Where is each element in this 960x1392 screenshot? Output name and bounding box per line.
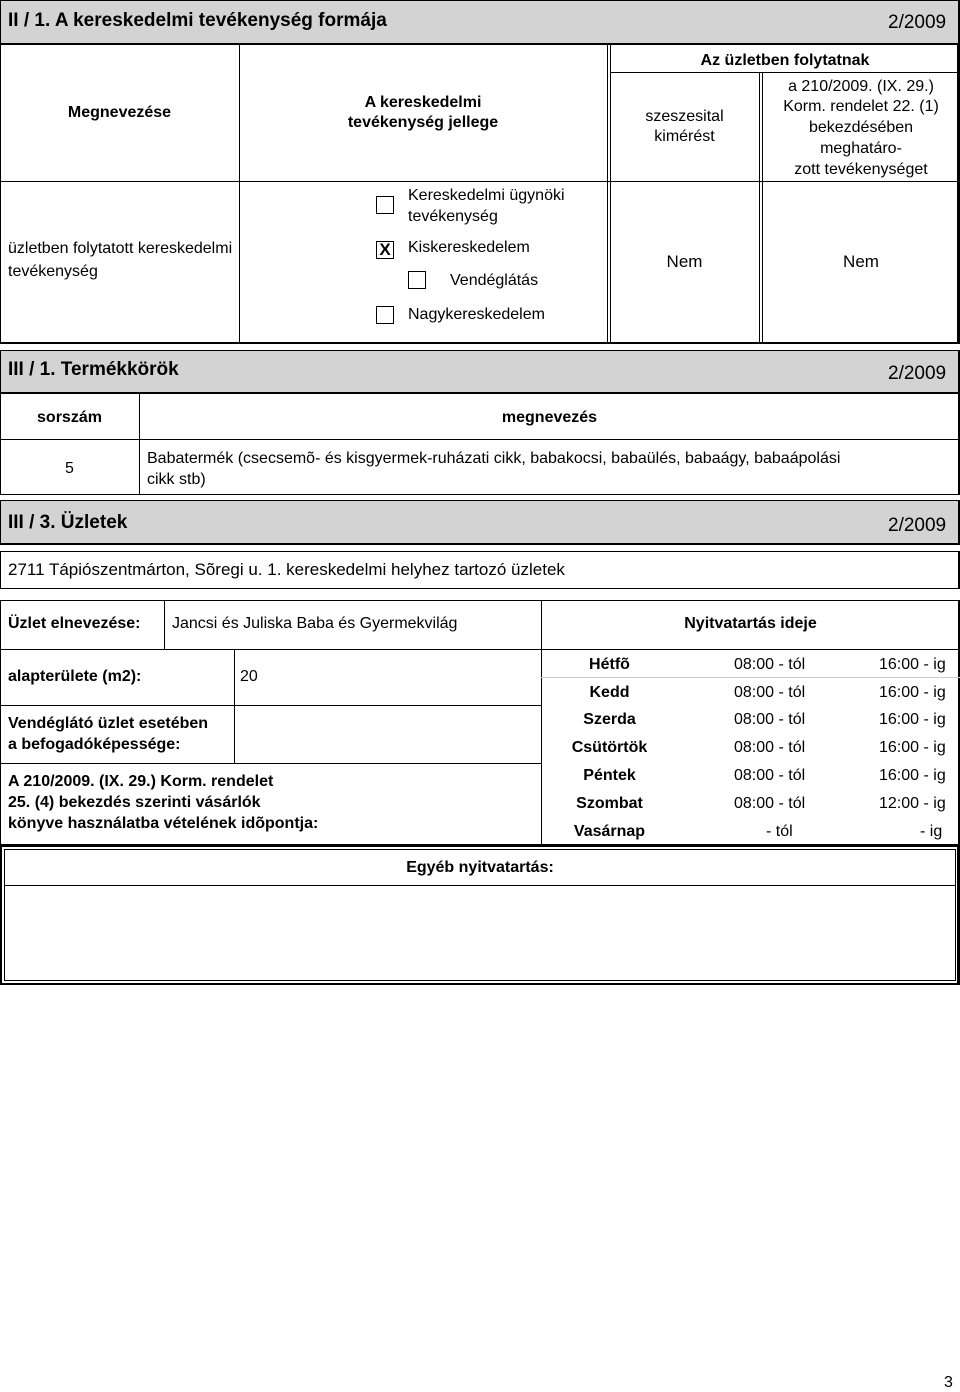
option-label-wholesale: Nagykereskedelem	[408, 306, 545, 323]
shop-name-label: Üzlet elnevezése:	[8, 615, 141, 632]
section-title-activity-form: II / 1. A kereskedelmi tevékenység formája	[8, 10, 387, 31]
hours-day: Péntek	[583, 767, 636, 784]
hours-day: Vasárnap	[573, 823, 646, 840]
area-label: alapterülete (m2):	[8, 668, 142, 685]
hours-day: Szombat	[576, 795, 643, 812]
col-header-name: Megnevezése	[67, 104, 172, 121]
option-label-agent-activity-2: tevékenység	[408, 208, 498, 225]
hours-to: 16:00 - ig	[879, 684, 946, 701]
hours-day: Szerda	[583, 711, 636, 728]
checkbox-retail[interactable]: X	[376, 241, 394, 259]
hours-to: - ig	[920, 823, 943, 840]
register-label-1: A 210/2009. (IX. 29.) Korm. rendelet	[8, 773, 274, 790]
shop-address-line: 2711 Tápiószentmárton, Sõregi u. 1. kereskedelmi helyhez tartozó üzletek	[8, 560, 565, 579]
hours-from: 08:00 - tól	[734, 684, 806, 701]
hours-from: 08:00 - tól	[734, 767, 806, 784]
regulated-value: Nem	[843, 252, 879, 271]
col-header-store: Az üzletben folytatnak	[700, 52, 870, 69]
col-header-regulated-1: a 210/2009. (IX. 29.)	[788, 78, 934, 95]
product-row-number: 5	[65, 460, 74, 477]
row-name-1: üzletben folytatott kereskedelmi	[8, 240, 233, 257]
section-title-shops: III / 3. Üzletek	[8, 512, 128, 533]
col-header-regulated-4: meghatáro-	[820, 140, 902, 157]
col-header-regulated-5: zott tevékenységet	[794, 161, 928, 178]
hours-from: - tól	[766, 823, 793, 840]
capacity-label-1: Vendéglátó üzlet esetében	[8, 715, 209, 732]
checkbox-agent-activity[interactable]	[376, 196, 394, 214]
hours-to: 12:00 - ig	[879, 795, 946, 812]
hours-to: 16:00 - ig	[879, 767, 946, 784]
checkbox-wholesale[interactable]	[376, 306, 394, 324]
col-header-nature-2: tevékenység jellege	[347, 114, 499, 131]
shop-name-value: Jancsi és Juliska Baba és Gyermekvilág	[172, 615, 458, 632]
row-name-2: tevékenység	[8, 263, 98, 280]
col-header-alcohol-1: szeszesital	[645, 108, 724, 125]
option-label-agent-activity-1: Kereskedelmi ügynöki	[408, 187, 565, 204]
col-header-nature-1: A kereskedelmi	[364, 94, 482, 111]
capacity-label-2: a befogadóképessége:	[8, 736, 181, 753]
section-year-shops: 2/2009	[888, 515, 947, 536]
hours-day: Kedd	[589, 684, 630, 701]
hours-from: 08:00 - tól	[734, 795, 806, 812]
other-hours-field[interactable]	[4, 849, 956, 981]
hours-day: Hétfõ	[589, 656, 630, 673]
checkbox-catering[interactable]	[408, 271, 426, 289]
product-row-name-2: cikk stb)	[147, 471, 206, 488]
area-value: 20	[240, 668, 258, 685]
hours-from: 08:00 - tól	[734, 739, 806, 756]
hours-from: 08:00 - tól	[734, 656, 806, 673]
page-number: 3	[944, 1374, 953, 1391]
hours-to: 16:00 - ig	[879, 711, 946, 728]
section-title-product-groups: III / 1. Termékkörök	[8, 359, 179, 380]
hours-day: Csütörtök	[571, 739, 648, 756]
hours-to: 16:00 - ig	[879, 739, 946, 756]
option-label-catering: Vendéglátás	[450, 272, 539, 289]
hours-to: 16:00 - ig	[879, 656, 946, 673]
col-header-product-name: megnevezés	[501, 409, 598, 426]
section-header-shops	[0, 500, 960, 545]
hours-from: 08:00 - tól	[734, 711, 806, 728]
option-label-retail: Kiskereskedelem	[408, 239, 530, 256]
opening-hours-header: Nyitvatartás ideje	[684, 615, 817, 632]
register-label-3: könyve használatba vételének idõpontja:	[8, 815, 319, 832]
col-header-alcohol-2: kimérést	[654, 128, 715, 145]
product-row-name-1: Babatermék (csecsemõ- és kisgyermek-ruházati cikk, babakocsi, babaülés, babaágy, babaápolási	[147, 450, 841, 467]
alcohol-value: Nem	[666, 252, 703, 271]
section-year-product-groups: 2/2009	[888, 363, 947, 384]
col-header-regulated-3: bekezdésében	[808, 119, 914, 136]
register-label-2: 25. (4) bekezdés szerinti vásárlók	[8, 794, 261, 811]
col-header-number: sorszám	[37, 409, 102, 426]
other-hours-label: Egyéb nyitvatartás:	[406, 859, 554, 876]
section-year-activity-form: 2/2009	[888, 12, 947, 33]
col-header-regulated-2: Korm. rendelet 22. (1)	[783, 98, 939, 115]
